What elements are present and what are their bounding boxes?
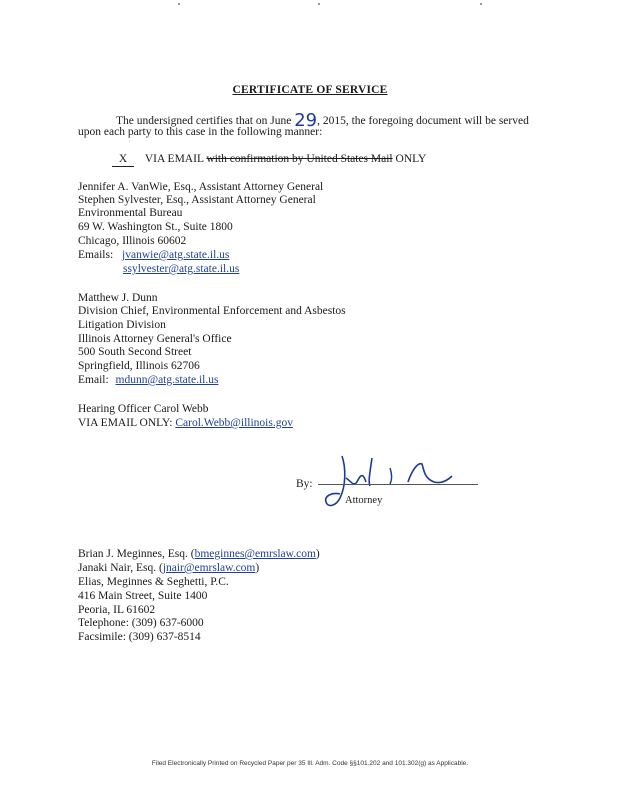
email-label: Email: [78, 374, 112, 386]
recipient2-line3: Litigation Division [78, 319, 166, 331]
recipient1-email2 [123, 263, 239, 276]
via-email-only-label: VIA EMAIL ONLY: [78, 417, 176, 429]
sender-line3: Elias, Meginnes & Seghetti, P.C. [78, 576, 229, 588]
email-link-carol-webb[interactable]: Carol.Webb@illinois.gov [175, 417, 293, 429]
recipient2-line4: Illinois Attorney General's Office [78, 333, 232, 345]
email-link-bmeginnes[interactable]: bmeginnes@emrslaw.com [194, 548, 316, 560]
method-suffix: ONLY [392, 153, 427, 165]
recipient1-line5: Chicago, Illinois 60602 [78, 235, 187, 247]
recipient2-line2: Division Chief, Environmental Enforcement and Asbestos [78, 305, 346, 317]
footer-note: Filed Electronically Printed on Recycled Paper per 35 Ill. Adm. Code §§101.202 and 101.302(g) as Applicable. [151, 760, 469, 767]
sender-line5: Peoria, IL 61602 [78, 604, 156, 616]
method-prefix: VIA EMAIL [144, 153, 207, 165]
scan-mark [480, 3, 482, 5]
sender-line1 [78, 548, 320, 561]
emails-label: Emails: [78, 249, 117, 261]
paren-close: ) [255, 562, 260, 574]
signature-role: Attorney [345, 495, 383, 506]
recipient1-line3: Environmental Bureau [78, 207, 183, 219]
recipient2-email [78, 374, 218, 387]
recipient1-emails [78, 249, 229, 262]
paren-close: ) [315, 548, 320, 560]
scan-mark [318, 3, 320, 5]
recipient1-line4: 69 W. Washington St., Suite 1800 [78, 221, 233, 233]
signature-line [318, 484, 478, 485]
document-title: CERTIFICATE OF SERVICE [232, 84, 388, 96]
recipient3-line2 [78, 417, 293, 430]
intro-text-a: The undersigned certifies that on June [116, 115, 295, 127]
email-link-jvanwie[interactable]: jvanwie@atg.state.il.us [122, 249, 230, 261]
recipient1-line2: Stephen Sylvester, Esq., Assistant Attorney General [78, 194, 316, 206]
sender-line2 [78, 562, 259, 575]
method-struck-text: with confirmation by United States Mail [206, 153, 393, 165]
email-link-mdunn[interactable]: mdunn@atg.state.il.us [115, 374, 219, 386]
recipient2-line5: 500 South Second Street [78, 346, 192, 358]
scan-mark [178, 3, 180, 5]
recipient1-line1: Jennifer A. VanWie, Esq., Assistant Attorney General [78, 181, 324, 193]
sender-name-nair: Janaki Nair, Esq. ( [78, 562, 163, 574]
sender-line4: 416 Main Street, Suite 1400 [78, 590, 208, 602]
recipient2-line1: Matthew J. Dunn [78, 292, 158, 304]
service-method-line [112, 153, 426, 167]
intro-line-2: upon each party to this case in the following manner: [78, 126, 323, 138]
recipient2-line6: Springfield, Illinois 62706 [78, 360, 200, 372]
email-link-jnair[interactable]: jnair@emrslaw.com [162, 562, 256, 574]
method-checkmark: X [112, 153, 134, 167]
sender-line6: Telephone: (309) 637-6000 [78, 617, 204, 629]
intro-text-b: , 2015, the foregoing document will be served [317, 115, 529, 127]
recipient3-line1: Hearing Officer Carol Webb [78, 403, 209, 415]
handwritten-signature [312, 448, 472, 518]
email-link-ssylvester[interactable]: ssylvester@atg.state.il.us [123, 263, 240, 275]
handwritten-day: 29 [294, 110, 318, 131]
sender-line7: Facsimile: (309) 637-8514 [78, 631, 201, 643]
signature-by-label: By: [296, 478, 313, 490]
sender-name-meginnes: Brian J. Meginnes, Esq. ( [78, 548, 195, 560]
